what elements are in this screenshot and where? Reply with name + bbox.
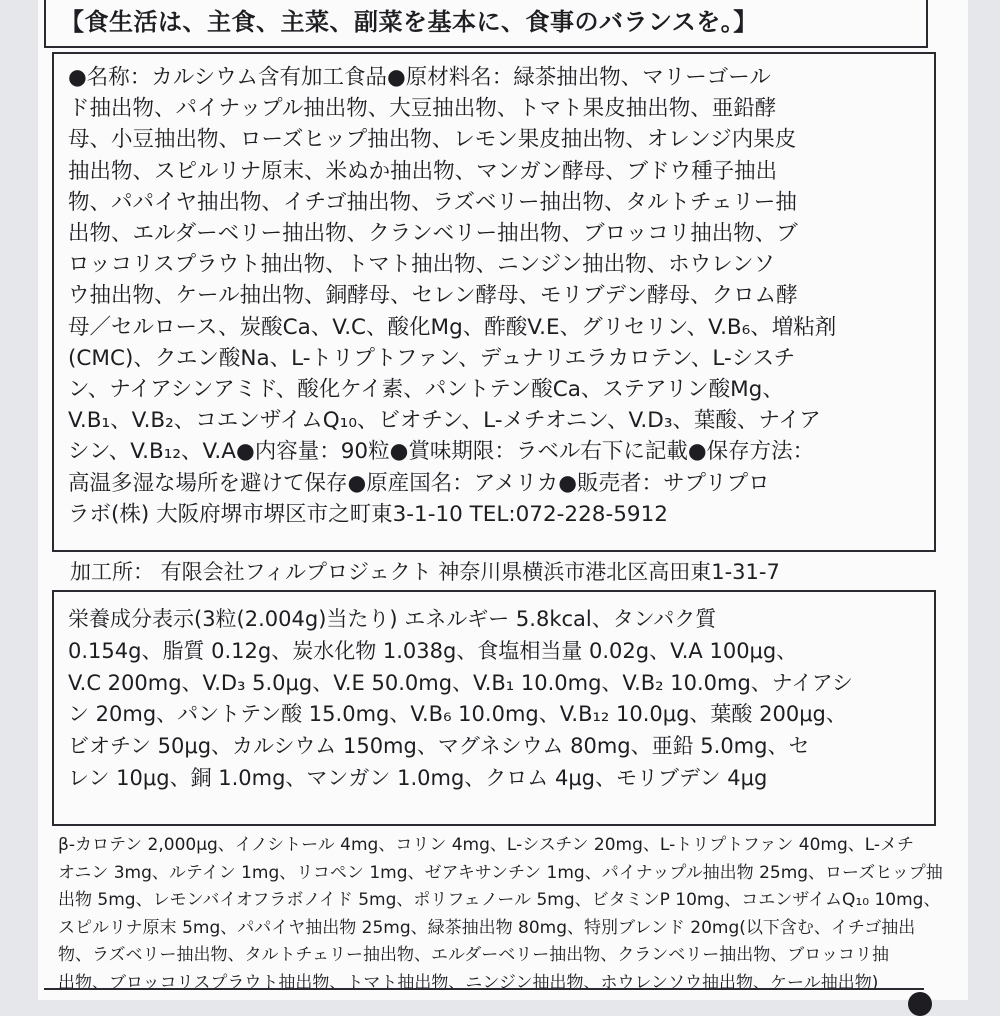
nutrition-line: 栄養成分表示(3粒(2.004g)当たり) エネルギー 5.8kcal、タンパク質 [68, 607, 717, 631]
nutrition-line: ン 20mg、パントテン酸 15.0mg、V.B₆ 10.0mg、V.B₁₂ 10.0μg、葉酸 200μg、 [68, 702, 847, 727]
additional-line: 出物、ブロッコリスプラウト抽出物、トマト抽出物、ニンジン抽出物、ホウレンソウ抽出物、ケール抽出物) [58, 972, 879, 993]
product-info-line: V.B₁、V.B₂、コエンザイムQ₁₀、ビオチン、L-メチオニン、V.D₃、葉酸、ナイア [68, 408, 821, 434]
product-info-line: ロッコリスプラウト抽出物、トマト抽出物、ニンジン抽出物、ホウレンソ [68, 252, 776, 278]
bottom-rule [44, 988, 924, 990]
product-info-line: 抽出物、スピルリナ原末、米ぬか抽出物、マンガン酵母、ブドウ種子抽出 [68, 158, 778, 184]
product-info-line: 高温多湿な場所を避けて保存●原産国名：アメリカ●販売者：サプリプロ [68, 470, 770, 496]
nutrition-line: V.C 200mg、V.D₃ 5.0μg、V.E 50.0mg、V.B₁ 10.0mg、V.B₂ 10.0mg、ナイアシ [68, 670, 853, 695]
additional-line: β-カロテン 2,000μg、イノシトール 4mg、コリン 4mg、L-シスチン 20mg、L-トリプトファン 40mg、L-メチ [58, 835, 915, 855]
processor-info: 加工所： 有限会社フィルプロジェクト 神奈川県横浜市港北区高田東1-31-7 [70, 560, 780, 584]
additional-line: オニン 3mg、ルテイン 1mg、リコペン 1mg、ゼアキサンチン 1mg、パイナップル抽出物 25mg、ローズヒップ抽 [58, 862, 943, 883]
nutrition-facts-box [52, 590, 936, 826]
product-info-line: ン、ナイアシンアミド、酸化ケイ素、パントテン酸Ca、ステアリン酸Mg、 [68, 377, 784, 403]
additional-line: 出物 5mg、レモンバイオフラボノイド 5mg、ポリフェノール 5mg、ビタミンP 10mg、コエンザイムQ₁₀ 10mg、 [58, 890, 941, 911]
product-info-line: ●名称：カルシウム含有加工食品●原材料名：緑茶抽出物、マリーゴール [68, 65, 771, 90]
additional-ingredients-text [58, 832, 948, 998]
nutrition-line: 0.154g、脂質 0.12g、炭水化物 1.038g、食塩相当量 0.02g、V.A 100μg、 [68, 638, 798, 663]
product-info-line: シン、V.B₁₂、V.A●内容量：90粒●賞味期限：ラベル右下に記載●保存方法： [68, 439, 815, 465]
product-info-line: ラボ(株) 大阪府堺市堺区市之町東3-1-10 TEL:072-228-5912 [68, 501, 668, 527]
header-box [44, 0, 928, 48]
product-info-line: 物、パパイヤ抽出物、イチゴ抽出物、ラズベリー抽出物、タルトチェリー抽 [68, 189, 797, 215]
additional-line: 物、ラズベリー抽出物、タルトチェリー抽出物、エルダーベリー抽出物、クランベリー抽出物、ブロッコリ抽 [58, 945, 889, 966]
bullet-dot [908, 992, 932, 1016]
nutrition-facts-text [68, 604, 928, 795]
product-info-line: (CMC)、クエン酸Na、L-トリプトファン、デュナリエラカロテン、L-シスチ [68, 345, 796, 371]
product-info-line: 母、小豆抽出物、ローズヒップ抽出物、レモン果皮抽出物、オレンジ内果皮 [68, 127, 797, 153]
product-info-line: 母／セルロース、炭酸Ca、V.C、酸化Mg、酢酸V.E、グリセリン、V.B₆、増粘剤 [68, 314, 837, 340]
additional-line: スピルリナ原末 5mg、パパイヤ抽出物 25mg、緑茶抽出物 80mg、特別ブレンド 20mg(以下含む、イチゴ抽出 [58, 917, 916, 938]
product-info-line: ウ抽出物、ケール抽出物、銅酵母、セレン酵母、モリブデン酵母、クロム酵 [68, 283, 798, 309]
product-info-text [68, 62, 928, 530]
nutrition-line: レン 10μg、銅 1.0mg、マンガン 1.0mg、クロム 4μg、モリブデン 4μg [68, 765, 768, 790]
product-info-line: 出物、エルダーベリー抽出物、クランベリー抽出物、ブロッコリ抽出物、ブ [68, 221, 798, 247]
dietary-advice-heading: 【食生活は、主食、主菜、副菜を基本に、食事のバランスを。】 [60, 8, 758, 36]
product-info-box [52, 52, 936, 552]
nutrition-line: ビオチン 50μg、カルシウム 150mg、マグネシウム 80mg、亜鉛 5.0mg、セ [68, 734, 810, 759]
product-info-line: ド抽出物、パイナップル抽出物、大豆抽出物、トマト果皮抽出物、亜鉛酵 [68, 96, 777, 122]
